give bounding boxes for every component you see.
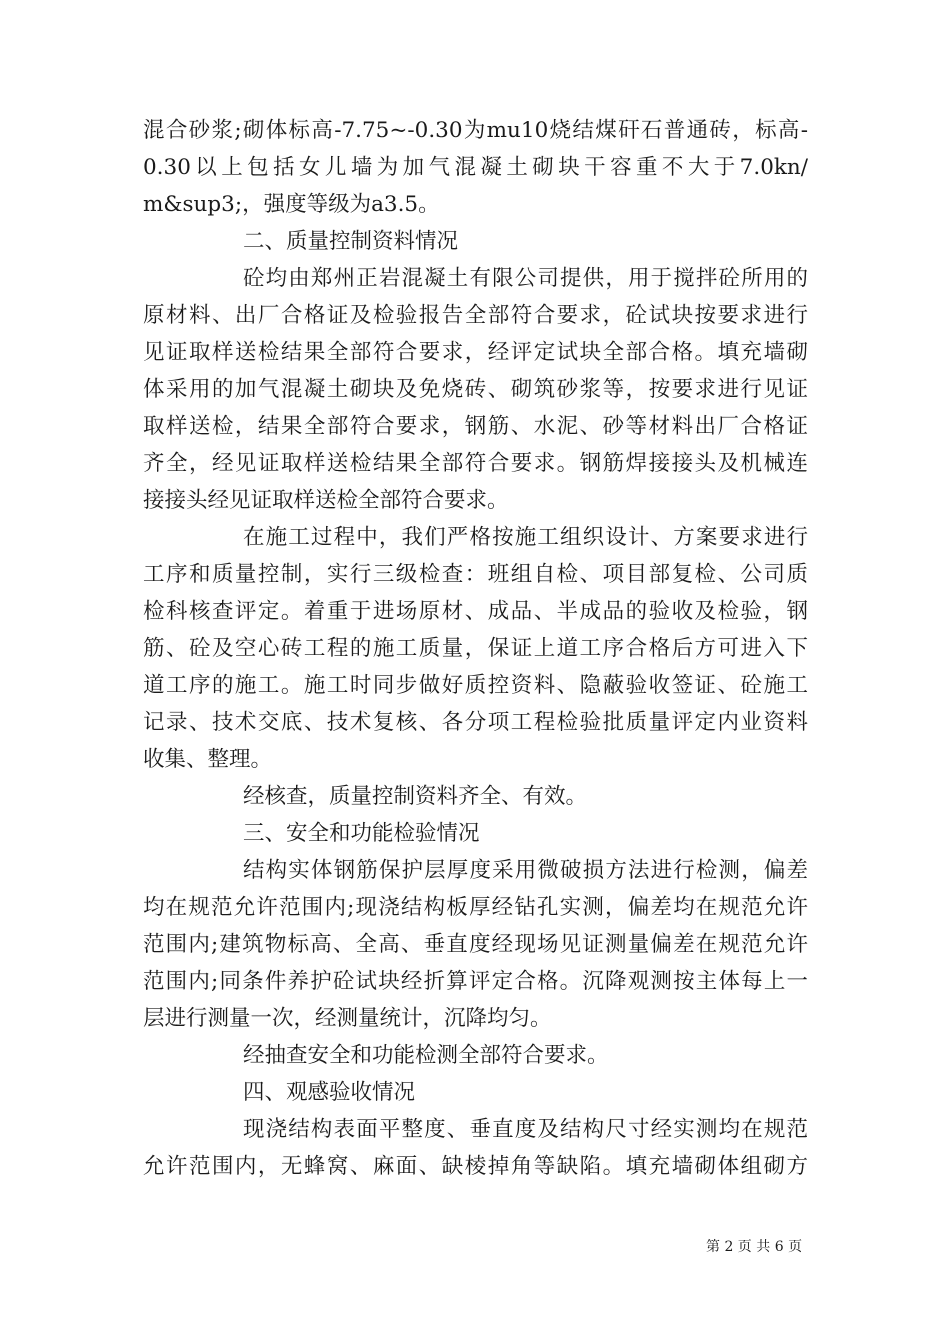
section-heading: 二、质量控制资料情况 xyxy=(243,229,459,254)
text-line: 收集、整理。 xyxy=(143,747,273,772)
text-line: 砼均由郑州正岩混凝土有限公司提供，用于搅拌砼所用的 xyxy=(243,266,808,291)
text-line: 在施工过程中，我们严格按施工组织设计、方案要求进行 xyxy=(243,525,808,550)
section-heading: 三、安全和功能检验情况 xyxy=(243,821,480,846)
text-line: 允许范围内，无蜂窝、麻面、缺棱掉角等缺陷。填充墙砌体组砌方 xyxy=(143,1154,808,1179)
text-line: 接接头经见证取样送检全部符合要求。 xyxy=(143,488,509,513)
text-line: 体采用的加气混凝土砌块及免烧砖、砌筑砂浆等，按要求进行见证 xyxy=(143,377,808,402)
section-heading: 四、观感验收情况 xyxy=(243,1080,416,1105)
text-line: 均在规范允许范围内;现浇结构板厚经钻孔实测，偏差均在规范允许 xyxy=(143,895,808,920)
text-line: 检科核查评定。着重于进场原材、成品、半成品的验收及检验，钢 xyxy=(143,599,808,624)
text-line: 记录、技术交底、技术复核、各分项工程检验批质量评定内业资料 xyxy=(143,710,808,735)
text-line: 范围内;建筑物标高、全高、垂直度经现场见证测量偏差在规范允许 xyxy=(143,932,808,957)
text-line: 0.30以上包括女儿墙为加气混凝土砌块干容重不大于7.0kn/ xyxy=(143,155,808,180)
text-line: 层进行测量一次，经测量统计，沉降均匀。 xyxy=(143,1006,552,1031)
text-line: 混合砂浆;砌体标高-7.75~-0.30为mu10烧结煤矸石普通砖，标高- xyxy=(143,118,808,143)
text-line: 范围内;同条件养护砼试块经折算评定合格。沉降观测按主体每上一 xyxy=(143,969,808,994)
text-line: 结构实体钢筋保护层厚度采用微破损方法进行检测，偏差 xyxy=(243,858,808,883)
body-text xyxy=(143,112,808,1185)
text-line: 工序和质量控制，实行三级检查：班组自检、项目部复检、公司质 xyxy=(143,562,808,587)
text-line: 经抽查安全和功能检测全部符合要求。 xyxy=(243,1043,609,1068)
text-line: 筋、砼及空心砖工程的施工质量，保证上道工序合格后方可进入下 xyxy=(143,636,808,661)
text-line: 原材料、出厂合格证及检验报告全部符合要求，砼试块按要求进行 xyxy=(143,303,808,328)
text-line: 齐全，经见证取样送检结果全部符合要求。钢筋焊接接头及机械连 xyxy=(143,451,808,476)
text-line: 经核查，质量控制资料齐全、有效。 xyxy=(243,784,588,809)
text-line: 见证取样送检结果全部符合要求，经评定试块全部合格。填充墙砌 xyxy=(143,340,808,365)
text-line: 取样送检，结果全部符合要求，钢筋、水泥、砂等材料出厂合格证 xyxy=(143,414,808,439)
text-line: 现浇结构表面平整度、垂直度及结构尺寸经实测均在规范 xyxy=(243,1117,808,1142)
page-footer: 第 2 页 共 6 页 xyxy=(706,1239,803,1255)
text-line: 道工序的施工。施工时同步做好质控资料、隐蔽验收签证、砼施工 xyxy=(143,673,808,698)
text-line: m&sup3;，强度等级为a3.5。 xyxy=(143,192,440,217)
